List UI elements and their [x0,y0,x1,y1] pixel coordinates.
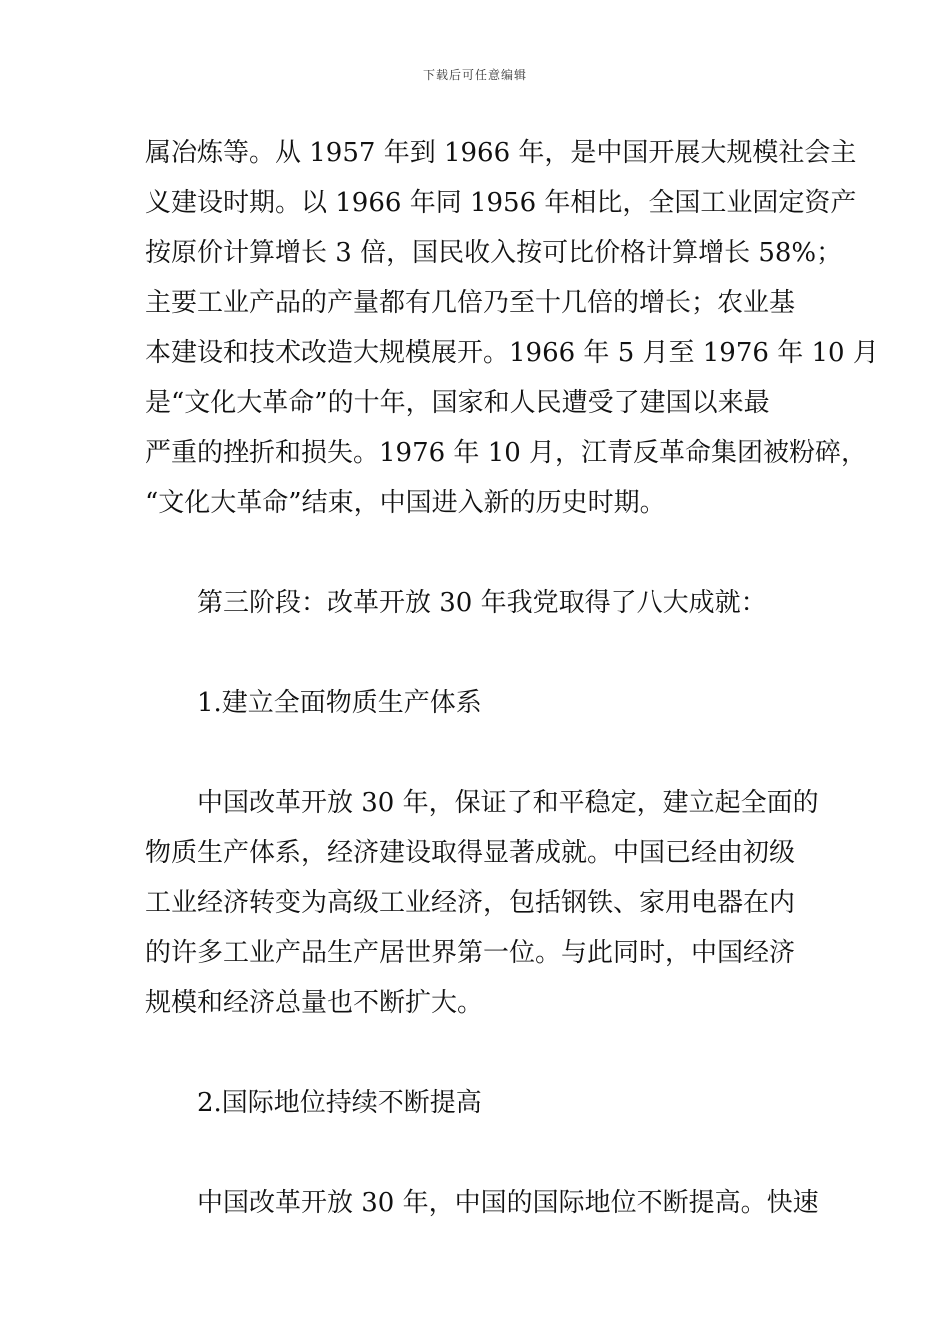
text-line: 义建设时期。以 1966 年同 1956 年相比，全国工业固定资产 [145,188,857,218]
text-line: 的许多工业产品生产居世界第一位。与此同时，中国经济 [145,938,796,968]
text-line: 按原价计算增长 3 倍，国民收入按可比价格计算增长 58%； [145,238,843,268]
item-heading-1: 1.建立全面物质生产体系 [197,688,482,718]
paragraph-item-1 [145,778,819,1028]
text-line: 严重的挫折和损失。1976 年 10 月，江青反革命集团被粉碎， [145,438,868,468]
text-line: 中国改革开放 30 年，中国的国际地位不断提高。快速 [197,1188,819,1218]
text-line: 规模和经济总量也不断扩大。 [145,988,484,1018]
text-line: 主要工业产品的产量都有几倍乃至十几倍的增长；农业基 [145,288,796,318]
text-line: 是“文化大革命”的十年，国家和人民遭受了建国以来最 [145,388,770,418]
paragraph-item-2 [145,1178,819,1228]
paragraph-spacer [145,1028,810,1078]
text-line: 本建设和技术改造大规模展开。1966 年 5 月至 1976 年 10 月 [145,338,879,368]
paragraph-spacer [145,628,810,678]
section-heading-stage-3: 第三阶段：改革开放 30 年我党取得了八大成就： [197,588,767,618]
text-line: “文化大革命”结束，中国进入新的历史时期。 [145,488,666,518]
text-line: 属冶炼等。从 1957 年到 1966 年，是中国开展大规模社会主 [145,138,857,168]
text-line: 中国改革开放 30 年，保证了和平稳定，建立起全面的 [197,788,819,818]
document-body [145,128,879,1228]
page-header-note: 下载后可任意编辑 [422,68,527,82]
paragraph-history-1957-1976 [145,128,879,528]
paragraph-spacer [145,1128,810,1178]
paragraph-spacer [145,728,810,778]
text-line: 物质生产体系，经济建设取得显著成就。中国已经由初级 [145,838,796,868]
text-line: 工业经济转变为高级工业经济，包括钢铁、家用电器在内 [145,888,796,918]
item-heading-2: 2.国际地位持续不断提高 [197,1088,482,1118]
paragraph-spacer [145,528,810,578]
